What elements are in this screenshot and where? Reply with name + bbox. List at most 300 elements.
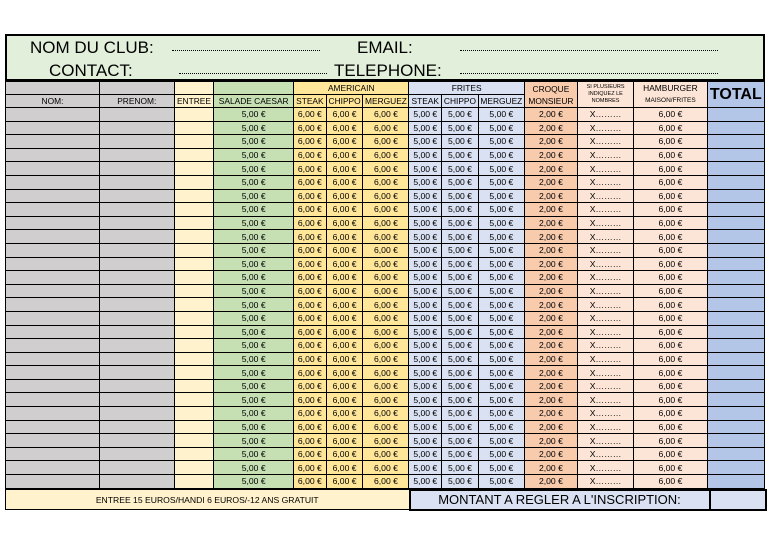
- americain-merguez-price: 6,00 €: [363, 230, 409, 244]
- frites-merguez-price: 5,00 €: [478, 298, 524, 312]
- quantity-cell[interactable]: X………: [577, 311, 633, 325]
- hamburger-price: 6,00 €: [634, 108, 708, 122]
- americain-merguez-price: 6,00 €: [363, 393, 409, 407]
- frites-chippo-price: 5,00 €: [442, 475, 479, 489]
- entree-cell[interactable]: [174, 203, 214, 217]
- frites-chippo-price: 5,00 €: [442, 352, 479, 366]
- salade-price: 5,00 €: [214, 298, 294, 312]
- table-row: [6, 108, 765, 122]
- prenom-cell[interactable]: [99, 407, 174, 421]
- americain-merguez-price: 6,00 €: [363, 366, 409, 380]
- hamburger-price: 6,00 €: [634, 284, 708, 298]
- total-cell[interactable]: [707, 339, 764, 353]
- americain-merguez-price: 6,00 €: [363, 461, 409, 475]
- nom-cell[interactable]: [6, 271, 100, 285]
- prenom-cell[interactable]: [99, 461, 174, 475]
- americain-chippo-price: 6,00 €: [326, 216, 363, 230]
- americain-chippo-price: 6,00 €: [326, 284, 363, 298]
- entree-cell[interactable]: [174, 271, 214, 285]
- frites-steak-price: 5,00 €: [409, 393, 442, 407]
- total-cell[interactable]: [707, 189, 764, 203]
- quantity-cell[interactable]: X………: [577, 135, 633, 149]
- hamburger-price: 6,00 €: [634, 325, 708, 339]
- frites-group-header: FRITES: [409, 82, 524, 95]
- quantity-cell[interactable]: X………: [577, 325, 633, 339]
- entree-cell[interactable]: [174, 108, 214, 122]
- nom-cell[interactable]: [6, 393, 100, 407]
- prenom-cell[interactable]: [99, 339, 174, 353]
- americain-steak-price: 6,00 €: [294, 216, 327, 230]
- prenom-cell[interactable]: [99, 203, 174, 217]
- quantity-cell[interactable]: X………: [577, 379, 633, 393]
- americain-merguez-price: 6,00 €: [363, 407, 409, 421]
- prenom-cell[interactable]: [99, 162, 174, 176]
- americain-steak-price: 6,00 €: [294, 284, 327, 298]
- email-field[interactable]: [460, 50, 718, 51]
- frites-merguez-price: 5,00 €: [478, 257, 524, 271]
- salade-price: 5,00 €: [214, 311, 294, 325]
- frites-steak-price: 5,00 €: [409, 203, 442, 217]
- croque-price: 2,00 €: [524, 135, 577, 149]
- nom-cell[interactable]: [6, 407, 100, 421]
- entree-cell[interactable]: [174, 434, 214, 448]
- salade-price: 5,00 €: [214, 230, 294, 244]
- total-cell[interactable]: [707, 203, 764, 217]
- hamburger-price: 6,00 €: [634, 148, 708, 162]
- prenom-cell[interactable]: [99, 271, 174, 285]
- prenom-cell[interactable]: [99, 135, 174, 149]
- total-cell[interactable]: [707, 108, 764, 122]
- entree-cell[interactable]: [174, 420, 214, 434]
- quantity-cell[interactable]: X………: [577, 284, 633, 298]
- salade-price: 5,00 €: [214, 271, 294, 285]
- frites-chippo-price: 5,00 €: [442, 379, 479, 393]
- croque-price: 2,00 €: [524, 461, 577, 475]
- nom-cell[interactable]: [6, 434, 100, 448]
- tarifs-note: ENTREE 15 EUROS/HANDI 6 EUROS/-12 ANS GRATUIT: [6, 490, 410, 510]
- frites-merguez-header: MERGUEZ: [478, 95, 524, 108]
- hamburger-header: [634, 82, 708, 108]
- frites-merguez-price: 5,00 €: [478, 475, 524, 489]
- entree-cell[interactable]: [174, 393, 214, 407]
- americain-steak-header: STEAK: [294, 95, 327, 108]
- entree-cell[interactable]: [174, 447, 214, 461]
- entree-cell[interactable]: [174, 216, 214, 230]
- croque-price: 2,00 €: [524, 379, 577, 393]
- total-cell[interactable]: [707, 475, 764, 489]
- frites-steak-price: 5,00 €: [409, 366, 442, 380]
- croque-price: 2,00 €: [524, 216, 577, 230]
- americain-merguez-price: 6,00 €: [363, 434, 409, 448]
- entree-cell[interactable]: [174, 311, 214, 325]
- quantity-cell[interactable]: X………: [577, 243, 633, 257]
- club-info-header: [5, 34, 765, 81]
- americain-merguez-price: 6,00 €: [363, 162, 409, 176]
- table-row: [6, 352, 765, 366]
- prenom-cell[interactable]: [99, 189, 174, 203]
- quantity-cell[interactable]: X………: [577, 203, 633, 217]
- entree-cell[interactable]: [174, 325, 214, 339]
- entree-cell[interactable]: [174, 475, 214, 489]
- americain-chippo-price: 6,00 €: [326, 379, 363, 393]
- americain-chippo-price: 6,00 €: [326, 393, 363, 407]
- prenom-cell[interactable]: [99, 325, 174, 339]
- quantity-cell[interactable]: X………: [577, 148, 633, 162]
- entree-cell[interactable]: [174, 461, 214, 475]
- nom-cell[interactable]: [6, 189, 100, 203]
- salade-price: 5,00 €: [214, 121, 294, 135]
- frites-steak-price: 5,00 €: [409, 420, 442, 434]
- nom-cell[interactable]: [6, 257, 100, 271]
- hamburger-price: 6,00 €: [634, 271, 708, 285]
- entree-cell[interactable]: [174, 352, 214, 366]
- nom-cell[interactable]: [6, 325, 100, 339]
- total-cell[interactable]: [707, 379, 764, 393]
- prenom-cell[interactable]: [99, 148, 174, 162]
- nom-cell[interactable]: [6, 108, 100, 122]
- nom-cell[interactable]: [6, 366, 100, 380]
- table-row: [6, 243, 765, 257]
- quantity-cell[interactable]: X………: [577, 475, 633, 489]
- total-cell[interactable]: [707, 434, 764, 448]
- americain-chippo-price: 6,00 €: [326, 325, 363, 339]
- entree-cell[interactable]: [174, 148, 214, 162]
- entree-cell[interactable]: [174, 230, 214, 244]
- table-row: [6, 311, 765, 325]
- nom-cell[interactable]: [6, 311, 100, 325]
- americain-steak-price: 6,00 €: [294, 366, 327, 380]
- frites-merguez-price: 5,00 €: [478, 135, 524, 149]
- entree-cell[interactable]: [174, 162, 214, 176]
- prenom-cell[interactable]: [99, 352, 174, 366]
- croque-price: 2,00 €: [524, 121, 577, 135]
- entree-cell[interactable]: [174, 243, 214, 257]
- total-cell[interactable]: [707, 366, 764, 380]
- total-cell[interactable]: [707, 298, 764, 312]
- nom-cell[interactable]: [6, 243, 100, 257]
- americain-merguez-price: 6,00 €: [363, 257, 409, 271]
- americain-chippo-price: 6,00 €: [326, 447, 363, 461]
- americain-chippo-price: 6,00 €: [326, 189, 363, 203]
- frites-chippo-price: 5,00 €: [442, 121, 479, 135]
- entree-cell[interactable]: [174, 407, 214, 421]
- frites-merguez-price: 5,00 €: [478, 339, 524, 353]
- frites-chippo-price: 5,00 €: [442, 325, 479, 339]
- frites-chippo-price: 5,00 €: [442, 271, 479, 285]
- frites-steak-price: 5,00 €: [409, 175, 442, 189]
- americain-merguez-price: 6,00 €: [363, 298, 409, 312]
- total-cell[interactable]: [707, 461, 764, 475]
- americain-chippo-price: 6,00 €: [326, 461, 363, 475]
- frites-steak-price: 5,00 €: [409, 148, 442, 162]
- table-row: [6, 379, 765, 393]
- nom-header: NOM:: [6, 95, 100, 108]
- americain-merguez-price: 6,00 €: [363, 108, 409, 122]
- americain-chippo-price: 6,00 €: [326, 243, 363, 257]
- americain-steak-price: 6,00 €: [294, 257, 327, 271]
- croque-price: 2,00 €: [524, 175, 577, 189]
- total-cell[interactable]: [707, 135, 764, 149]
- salade-price: 5,00 €: [214, 203, 294, 217]
- quantity-cell[interactable]: X………: [577, 407, 633, 421]
- salade-price: 5,00 €: [214, 284, 294, 298]
- frites-chippo-price: 5,00 €: [442, 393, 479, 407]
- nom-cell[interactable]: [6, 447, 100, 461]
- frites-merguez-price: 5,00 €: [478, 352, 524, 366]
- frites-chippo-price: 5,00 €: [442, 189, 479, 203]
- prenom-cell[interactable]: [99, 298, 174, 312]
- total-cell[interactable]: [707, 175, 764, 189]
- nom-cell[interactable]: [6, 352, 100, 366]
- nom-cell[interactable]: [6, 339, 100, 353]
- nom-cell[interactable]: [6, 203, 100, 217]
- prenom-cell[interactable]: [99, 243, 174, 257]
- americain-steak-price: 6,00 €: [294, 243, 327, 257]
- prenom-cell[interactable]: [99, 257, 174, 271]
- quantity-cell[interactable]: X………: [577, 121, 633, 135]
- salade-header: SALADE CAESAR: [214, 95, 294, 108]
- hamburger-price: 6,00 €: [634, 420, 708, 434]
- frites-steak-price: 5,00 €: [409, 230, 442, 244]
- americain-steak-price: 6,00 €: [294, 148, 327, 162]
- total-cell[interactable]: [707, 393, 764, 407]
- salade-price: 5,00 €: [214, 366, 294, 380]
- entree-cell[interactable]: [174, 175, 214, 189]
- entree-cell[interactable]: [174, 379, 214, 393]
- total-cell[interactable]: [707, 257, 764, 271]
- frites-chippo-price: 5,00 €: [442, 108, 479, 122]
- americain-chippo-price: 6,00 €: [326, 257, 363, 271]
- croque-price: 2,00 €: [524, 393, 577, 407]
- nom-cell[interactable]: [6, 216, 100, 230]
- frites-steak-header: STEAK: [409, 95, 442, 108]
- total-cell[interactable]: [707, 447, 764, 461]
- americain-merguez-price: 6,00 €: [363, 447, 409, 461]
- prenom-cell[interactable]: [99, 475, 174, 489]
- salade-price: 5,00 €: [214, 352, 294, 366]
- frites-steak-price: 5,00 €: [409, 379, 442, 393]
- quantity-cell[interactable]: X………: [577, 298, 633, 312]
- croque-price: 2,00 €: [524, 366, 577, 380]
- frites-merguez-price: 5,00 €: [478, 203, 524, 217]
- prenom-cell[interactable]: [99, 216, 174, 230]
- americain-steak-price: 6,00 €: [294, 461, 327, 475]
- quantity-cell[interactable]: X………: [577, 216, 633, 230]
- club-name-field[interactable]: [172, 50, 320, 51]
- americain-chippo-price: 6,00 €: [326, 339, 363, 353]
- nom-cell[interactable]: [6, 420, 100, 434]
- prenom-cell[interactable]: [99, 284, 174, 298]
- plusieurs-header: SI PLUSIEURS INDIQUEZ LE NOMBRES: [577, 82, 633, 108]
- croque-price: 2,00 €: [524, 284, 577, 298]
- quantity-cell[interactable]: X………: [577, 230, 633, 244]
- americain-steak-price: 6,00 €: [294, 108, 327, 122]
- table-row: [6, 298, 765, 312]
- total-cell[interactable]: [707, 121, 764, 135]
- americain-chippo-price: 6,00 €: [326, 108, 363, 122]
- hamburger-price: 6,00 €: [634, 475, 708, 489]
- nom-cell[interactable]: [6, 135, 100, 149]
- americain-chippo-price: 6,00 €: [326, 121, 363, 135]
- total-cell[interactable]: [707, 284, 764, 298]
- salade-price: 5,00 €: [214, 135, 294, 149]
- table-row: [6, 121, 765, 135]
- quantity-cell[interactable]: X………: [577, 108, 633, 122]
- americain-merguez-price: 6,00 €: [363, 284, 409, 298]
- quantity-cell[interactable]: X………: [577, 447, 633, 461]
- nom-cell[interactable]: [6, 298, 100, 312]
- quantity-cell[interactable]: X………: [577, 162, 633, 176]
- total-cell[interactable]: [707, 311, 764, 325]
- frites-steak-price: 5,00 €: [409, 216, 442, 230]
- frites-chippo-price: 5,00 €: [442, 216, 479, 230]
- quantity-cell[interactable]: X………: [577, 434, 633, 448]
- salade-price: 5,00 €: [214, 162, 294, 176]
- americain-chippo-price: 6,00 €: [326, 298, 363, 312]
- prenom-cell[interactable]: [99, 420, 174, 434]
- americain-steak-price: 6,00 €: [294, 230, 327, 244]
- americain-steak-price: 6,00 €: [294, 352, 327, 366]
- salade-price: 5,00 €: [214, 447, 294, 461]
- entree-cell[interactable]: [174, 284, 214, 298]
- salade-price: 5,00 €: [214, 189, 294, 203]
- hamburger-price: 6,00 €: [634, 461, 708, 475]
- total-cell[interactable]: [707, 420, 764, 434]
- hamburger-price: 6,00 €: [634, 257, 708, 271]
- hamburger-price: 6,00 €: [634, 175, 708, 189]
- nom-cell[interactable]: [6, 175, 100, 189]
- americain-chippo-price: 6,00 €: [326, 434, 363, 448]
- salade-price: 5,00 €: [214, 216, 294, 230]
- nom-cell[interactable]: [6, 121, 100, 135]
- frites-chippo-price: 5,00 €: [442, 311, 479, 325]
- americain-merguez-price: 6,00 €: [363, 243, 409, 257]
- contact-field[interactable]: [179, 73, 327, 74]
- prenom-cell[interactable]: [99, 108, 174, 122]
- nom-cell[interactable]: [6, 475, 100, 489]
- prenom-cell[interactable]: [99, 447, 174, 461]
- quantity-cell[interactable]: X………: [577, 257, 633, 271]
- hamburger-price: 6,00 €: [634, 379, 708, 393]
- nom-cell[interactable]: [6, 379, 100, 393]
- quantity-cell[interactable]: X………: [577, 461, 633, 475]
- total-cell[interactable]: [707, 243, 764, 257]
- prenom-cell[interactable]: [99, 393, 174, 407]
- frites-chippo-price: 5,00 €: [442, 148, 479, 162]
- quantity-cell[interactable]: X………: [577, 420, 633, 434]
- americain-steak-price: 6,00 €: [294, 298, 327, 312]
- hamburger-price: 6,00 €: [634, 298, 708, 312]
- total-cell[interactable]: [707, 230, 764, 244]
- frites-merguez-price: 5,00 €: [478, 121, 524, 135]
- americain-steak-price: 6,00 €: [294, 311, 327, 325]
- americain-merguez-price: 6,00 €: [363, 216, 409, 230]
- hamburger-price: 6,00 €: [634, 339, 708, 353]
- frites-merguez-price: 5,00 €: [478, 162, 524, 176]
- prenom-cell[interactable]: [99, 379, 174, 393]
- telephone-field[interactable]: [460, 73, 718, 74]
- prenom-header-top: [99, 82, 174, 95]
- salade-price: 5,00 €: [214, 325, 294, 339]
- americain-steak-price: 6,00 €: [294, 175, 327, 189]
- frites-steak-price: 5,00 €: [409, 284, 442, 298]
- prenom-header: PRENOM:: [99, 95, 174, 108]
- frites-steak-price: 5,00 €: [409, 311, 442, 325]
- table-row: [6, 284, 765, 298]
- prenom-cell[interactable]: [99, 121, 174, 135]
- nom-cell[interactable]: [6, 162, 100, 176]
- croque-price: 2,00 €: [524, 271, 577, 285]
- americain-chippo-price: 6,00 €: [326, 420, 363, 434]
- order-table: [5, 81, 765, 489]
- total-cell[interactable]: [707, 407, 764, 421]
- prenom-cell[interactable]: [99, 434, 174, 448]
- croque-price: 2,00 €: [524, 420, 577, 434]
- frites-chippo-price: 5,00 €: [442, 447, 479, 461]
- prenom-cell[interactable]: [99, 230, 174, 244]
- entree-cell[interactable]: [174, 298, 214, 312]
- croque-price: 2,00 €: [524, 311, 577, 325]
- quantity-cell[interactable]: X………: [577, 189, 633, 203]
- quantity-cell[interactable]: X………: [577, 366, 633, 380]
- nom-cell[interactable]: [6, 230, 100, 244]
- entree-cell[interactable]: [174, 135, 214, 149]
- quantity-cell[interactable]: X………: [577, 175, 633, 189]
- nom-cell[interactable]: [6, 461, 100, 475]
- prenom-cell[interactable]: [99, 311, 174, 325]
- total-cell[interactable]: [707, 271, 764, 285]
- quantity-cell[interactable]: X………: [577, 271, 633, 285]
- total-cell[interactable]: [707, 148, 764, 162]
- salade-price: 5,00 €: [214, 379, 294, 393]
- total-cell[interactable]: [707, 162, 764, 176]
- prenom-cell[interactable]: [99, 366, 174, 380]
- prenom-cell[interactable]: [99, 175, 174, 189]
- americain-merguez-price: 6,00 €: [363, 339, 409, 353]
- nom-cell[interactable]: [6, 148, 100, 162]
- salade-header-top: [214, 82, 294, 95]
- quantity-cell[interactable]: X………: [577, 393, 633, 407]
- frites-steak-price: 5,00 €: [409, 257, 442, 271]
- americain-steak-price: 6,00 €: [294, 135, 327, 149]
- hamburger-price: 6,00 €: [634, 311, 708, 325]
- total-cell[interactable]: [707, 216, 764, 230]
- total-cell[interactable]: [707, 352, 764, 366]
- frites-steak-price: 5,00 €: [409, 475, 442, 489]
- americain-merguez-price: 6,00 €: [363, 379, 409, 393]
- entree-cell[interactable]: [174, 366, 214, 380]
- americain-chippo-price: 6,00 €: [326, 352, 363, 366]
- quantity-cell[interactable]: X………: [577, 339, 633, 353]
- hamburger-price: 6,00 €: [634, 434, 708, 448]
- entree-cell[interactable]: [174, 257, 214, 271]
- salade-price: 5,00 €: [214, 461, 294, 475]
- table-row: [6, 175, 765, 189]
- entree-cell[interactable]: [174, 121, 214, 135]
- total-cell[interactable]: [707, 325, 764, 339]
- croque-price: 2,00 €: [524, 148, 577, 162]
- nom-cell[interactable]: [6, 284, 100, 298]
- salade-price: 5,00 €: [214, 393, 294, 407]
- frites-chippo-price: 5,00 €: [442, 203, 479, 217]
- entree-cell[interactable]: [174, 189, 214, 203]
- entree-cell[interactable]: [174, 339, 214, 353]
- frites-steak-price: 5,00 €: [409, 407, 442, 421]
- montant-field[interactable]: [710, 490, 766, 510]
- frites-chippo-price: 5,00 €: [442, 135, 479, 149]
- quantity-cell[interactable]: X………: [577, 352, 633, 366]
- total-header: TOTAL: [707, 82, 764, 108]
